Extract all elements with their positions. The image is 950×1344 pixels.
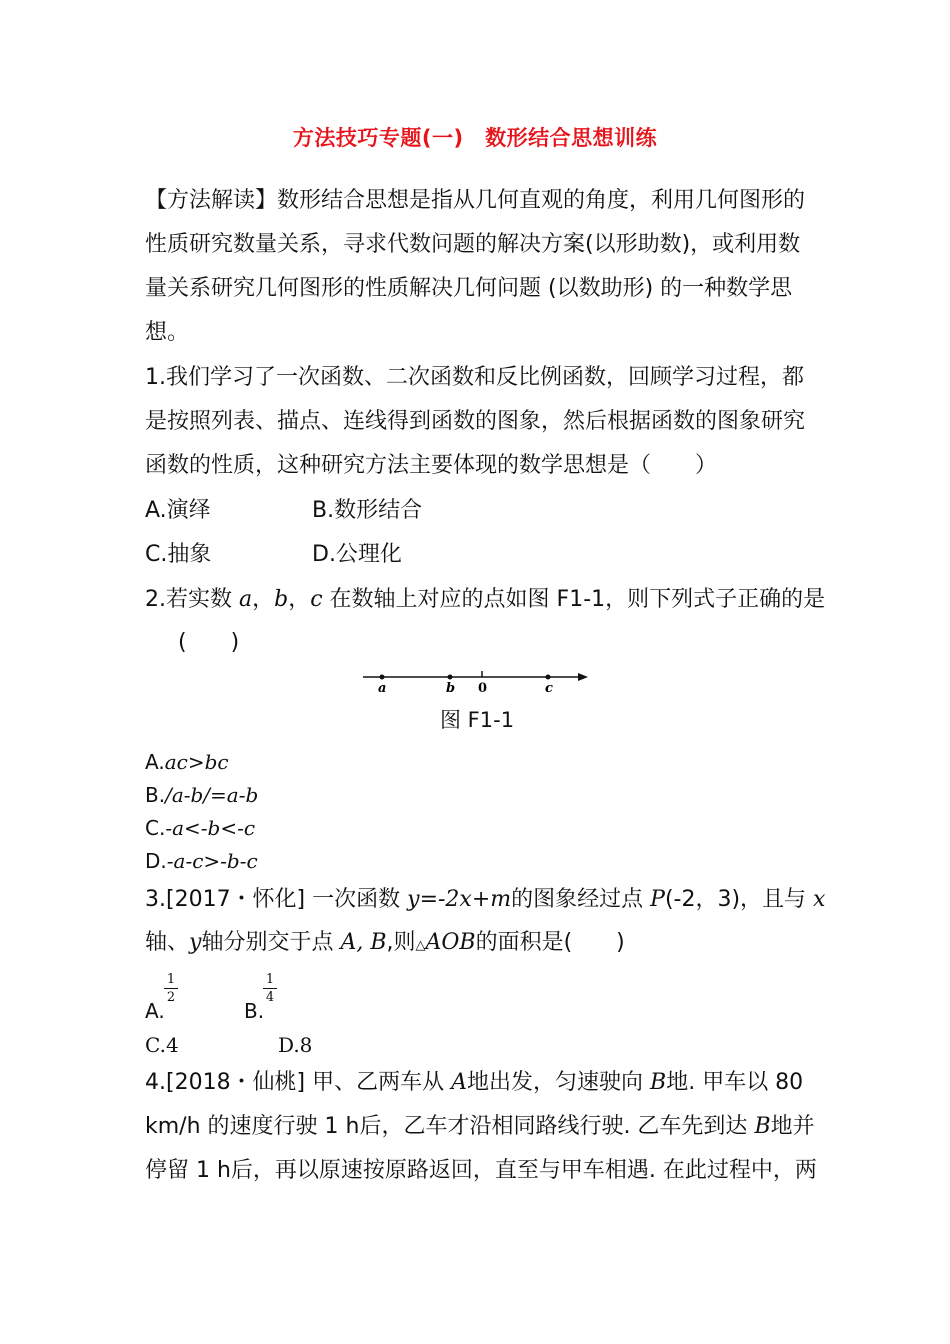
q2-option-d-label: D. (145, 849, 167, 873)
point-c (546, 675, 551, 680)
q3-points-ab: A, B (340, 930, 387, 955)
q4-place-a: A (451, 1070, 468, 1095)
point-a (380, 675, 385, 680)
q3-option-a-fraction (164, 972, 178, 1005)
label-a: a (378, 681, 387, 696)
q2-option-b-label: B. (145, 783, 166, 807)
q1-line-2: 是按照列表、描点、连线得到函数的图象，然后根据函数的图象研究 (145, 409, 806, 434)
page-title: 方法技巧专题(一) 数形结合思想训练 (292, 126, 658, 150)
q3-option-b-fraction (263, 972, 277, 1005)
q2-var-a: a (238, 587, 253, 612)
q2-var-c: c (310, 587, 323, 612)
q3-text-6: ,则 (386, 930, 416, 955)
q2-option-c (145, 815, 255, 841)
q2-text-pre: 2.若实数 (145, 587, 239, 612)
q4-text-1: 4.[2018・仙桃] 甲、乙两车从 (145, 1070, 452, 1095)
q2-option-d (145, 848, 258, 874)
q4-line-2 (145, 1112, 815, 1142)
triangle-symbol: △ (415, 938, 426, 953)
q1-line-1: 1.我们学习了一次函数、二次函数和反比例函数，回顾学习过程，都 (145, 365, 804, 390)
q2-sep-2: ， (288, 587, 311, 612)
intro-line-1: 【方法解读】数形结合思想是指从几何直观的角度，利用几何图形的 (145, 188, 806, 213)
q2-option-a (145, 749, 229, 775)
point-b (448, 675, 453, 680)
q2-option-c-label: C. (145, 816, 166, 840)
label-b: b (446, 681, 456, 696)
q2-answer-paren: ( ) (178, 630, 240, 655)
q1-option-c: C.抽象 (145, 542, 212, 567)
q3-text-1: 3.[2017・怀化] 一次函数 (145, 887, 408, 912)
q2-option-b (145, 782, 258, 808)
label-zero: 0 (478, 681, 488, 696)
q3-line-1 (145, 885, 825, 915)
q2-var-b: b (274, 587, 289, 612)
q4-text-5: 地并 (770, 1114, 815, 1139)
intro-line-2: 性质研究数量关系，寻求代数问题的解决方案(以形助数)，或利用数 (145, 232, 801, 257)
q3-text-3: (-2，3)，且与 (664, 887, 814, 912)
q1-option-b: B.数形结合 (312, 498, 423, 523)
fraction-numerator: 1 (166, 972, 176, 987)
intro-line-3: 量关系研究几何图形的性质解决几何问题 (以数助形) 的一种数学思 (145, 276, 793, 301)
q3-line-2 (145, 928, 625, 961)
q3-triangle-aob: AOB (425, 930, 476, 955)
q2-option-d-expr: -a-c>-b-c (166, 849, 258, 873)
q3-option-c: C.4 (145, 1033, 179, 1057)
fraction-denominator: 2 (166, 990, 176, 1005)
q3-option-b-label: B. (244, 999, 265, 1023)
q3-var-y: y (189, 930, 202, 955)
q4-text-3: 地. 甲车以 80 (666, 1070, 804, 1095)
intro-line-4: 想。 (145, 320, 190, 345)
q2-option-b-expr: /a-b/=a-b (165, 783, 259, 807)
q3-option-d: D.8 (278, 1033, 313, 1057)
fraction-numerator: 1 (265, 972, 275, 987)
q1-option-d: D.公理化 (312, 542, 402, 567)
q3-text-5: 轴分别交于点 (201, 930, 341, 955)
q3-text-2: 的图象经过点 (511, 887, 651, 912)
q4-text-4: km/h 的速度行驶 1 h后，乙车才沿相同路线行驶. 乙车先到达 (145, 1114, 755, 1139)
number-line-figure (360, 664, 595, 696)
q3-option-a-label: A. (145, 999, 165, 1023)
q3-equation: y=-2x+m (407, 887, 512, 912)
q3-text-7: 的面积是( ) (475, 930, 625, 955)
label-c: c (545, 681, 553, 696)
q3-text-4: 轴、 (145, 930, 190, 955)
q1-line-3: 函数的性质，这种研究方法主要体现的数学思想是（ ） (145, 453, 718, 478)
q2-option-c-expr: -a<-b<-c (165, 816, 256, 840)
number-line-arrow (578, 673, 588, 681)
q4-text-2: 地出发，匀速驶向 (467, 1070, 651, 1095)
fraction-bar (263, 988, 277, 989)
figure-caption: 图 F1-1 (440, 708, 515, 732)
q2-line-1 (145, 585, 825, 615)
q4-place-b: B (650, 1070, 667, 1095)
q4-line-3: 停留 1 h后，再以原速按原路返回，直至与甲车相遇. 在此过程中，两 (145, 1158, 817, 1183)
q3-var-x: x (813, 887, 826, 912)
q4-place-b-2: B (754, 1114, 771, 1139)
q4-line-1 (145, 1068, 803, 1098)
q3-point-p: P (650, 887, 665, 912)
q2-option-a-expr: ac>bc (164, 750, 229, 774)
fraction-bar (164, 988, 178, 989)
fraction-denominator: 4 (265, 990, 275, 1005)
q2-option-a-label: A. (145, 750, 165, 774)
q2-text-post: 在数轴上对应的点如图 F1-1，则下列式子正确的是 (322, 587, 826, 612)
q1-option-a: A.演绎 (145, 498, 211, 523)
q2-sep-1: ， (252, 587, 275, 612)
